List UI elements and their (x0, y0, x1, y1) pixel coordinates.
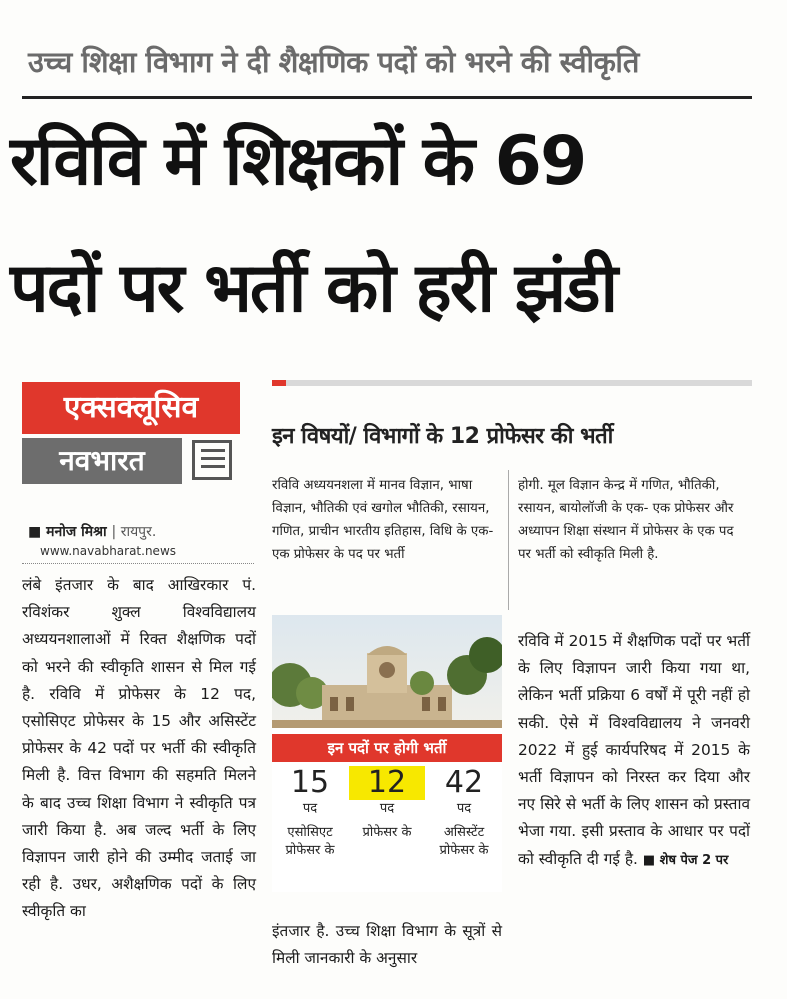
exclusive-label: एक्सक्लूसिव (22, 382, 240, 434)
infobox-title: इन पदों पर होगी भर्ती (272, 734, 502, 762)
article-body-col2: इंतजार है. उच्च शिक्षा विभाग के सूत्रों से मिली जानकारी के अनुसार (272, 922, 502, 968)
column-separator (508, 470, 509, 610)
kicker-divider (22, 96, 752, 99)
byline (28, 522, 156, 541)
article-body-col3 (518, 628, 750, 874)
stat-associate-professor (272, 766, 348, 860)
stat-number: 42 (444, 765, 484, 800)
article-body-col1: लंबे इंतजार के बाद आखिरकार पं. रविशंकर शुक्ल विश्वविद्यालय अध्ययनशालाओं में रिक्त शैक्षणिक पदों को भरने की स्वीकृति शासन से मिल गई है. रविवि में प्रोफेसर के 12 पद, एसोसिएट प्रोफेसर के 15 और असिस्टेंट प्रोफेसर के 42 पदों पर भर्ती की स्वीकृति मिली है. वित्त विभाग की सहमति मिलने के बाद उच्च शिक्षा विभाग ने स्वीकृति पत्र जारी किया है. अब जल्द भर्ती के लिए विज्ञापन जारी होने की उम्मीद जताई जा रही है. उधर, अशैक्षणिक पदों के लिए स्वीकृति का (22, 576, 256, 921)
university-building-photo (272, 615, 502, 740)
continued-note: ■ शेष पेज 2 पर (642, 852, 729, 868)
author-name: ■ मनोज मिश्रा (28, 524, 107, 540)
stat-unit: पद (302, 801, 318, 816)
headline-line-2: पदों पर भर्ती को हरी झंडी (10, 249, 617, 328)
posts-infobox (272, 728, 502, 892)
stat-label: एसोसिएट प्रोफेसर के (285, 825, 335, 858)
section-bar (272, 380, 752, 386)
headline-line-1: रविवि में शिक्षकों के 69 (10, 122, 586, 201)
stat-unit: पद (456, 801, 472, 816)
stat-number: 15 (290, 765, 330, 800)
col3-text: रविवि में 2015 में शैक्षणिक पदों पर भर्ती के लिए विज्ञापन जारी किया गया था, लेकिन भर्ती प्रक्रिया 6 वर्षों में पूरी नहीं हो सकी. ऐसे में विश्वविद्यालय ने जनवरी 2022 में हुई कार्यपरिषद में 2015 के भर्ती विज्ञापन को निरस्त कर दिया और नए सिरे से भर्ती के लिए शासन को प्रस्ताव भेजा गया. इसी प्रस्ताव के आधार पर पदों को स्वीकृति दी गई है. (518, 632, 750, 868)
stat-label: असिस्टेंट प्रोफेसर के (439, 825, 489, 858)
byline-divider (22, 563, 254, 564)
stat-unit: पद (379, 801, 395, 816)
kicker-headline: उच्च शिक्षा विभाग ने दी शैक्षणिक पदों को भरने की स्वीकृति (28, 45, 639, 79)
stat-assistant-professor (426, 766, 502, 860)
exclusive-badge (22, 382, 240, 492)
section-bar-accent (272, 380, 286, 386)
subjects-text-col2: रविवि अध्ययनशला में मानव विज्ञान, भाषा विज्ञान, भौतिकी एवं खगोल भौतिकी, रसायन, गणित, प्राचीन भारतीय इतिहास, विधि के एक- एक प्रोफेसर के पद पर भर्ती (272, 478, 494, 562)
subjects-text-col3: होगी. मूल विज्ञान केन्द्र में गणित, भौतिकी, रसायन, बायोलॉजी के एक- एक प्रोफेसर और अध्यापन शिक्षा संस्थान में प्रोफेसर के एक पद पर भर्ती को स्वीकृति मिली है. (518, 478, 734, 562)
dateline-place: | रायपुर. (111, 524, 157, 540)
stat-number: 12 (349, 766, 425, 800)
subheading: इन विषयों/ विभागों के 12 प्रोफेसर की भर्ती (272, 424, 613, 449)
website-link[interactable]: www.navabharat.news (40, 544, 177, 558)
brand-label: नवभारत (22, 438, 182, 484)
stat-label: प्रोफेसर के (362, 825, 412, 840)
newspaper-icon (192, 440, 232, 480)
stat-professor (349, 766, 425, 842)
